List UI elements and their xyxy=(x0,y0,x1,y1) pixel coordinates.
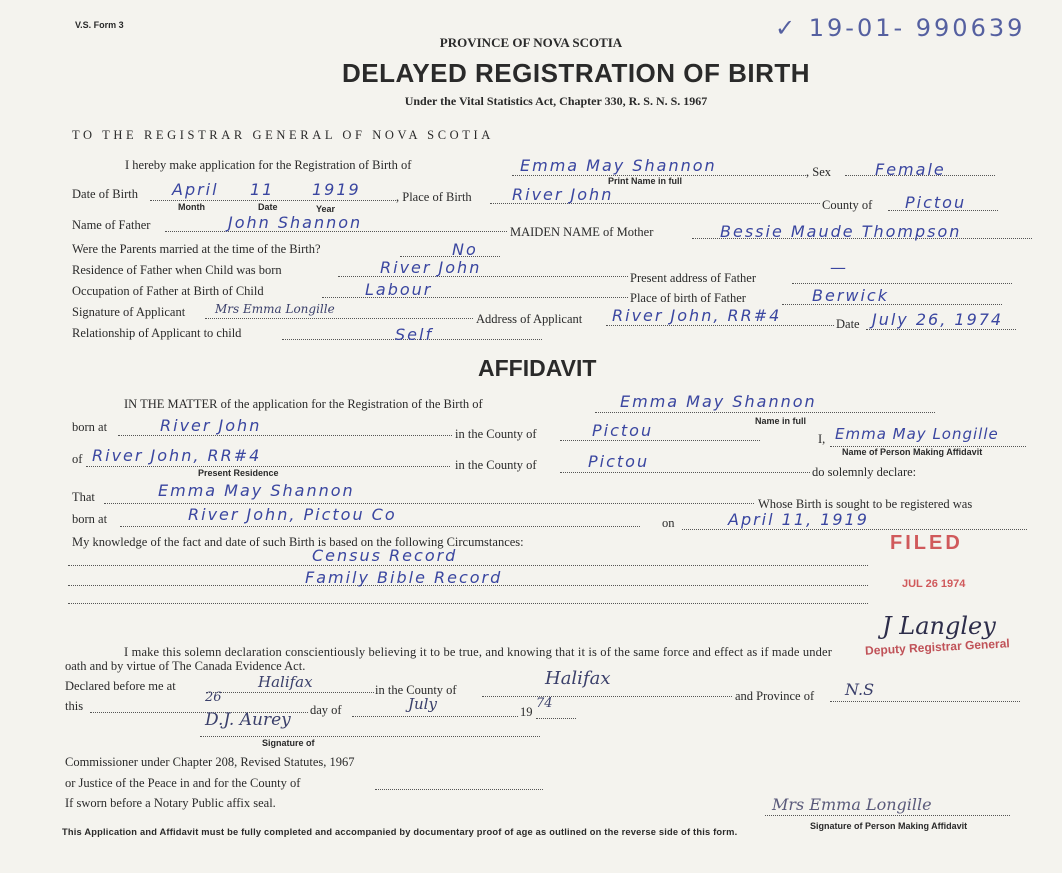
form-title: DELAYED REGISTRATION OF BIRTH xyxy=(341,58,811,88)
sex-value: Female xyxy=(875,160,946,179)
notary-label: If sworn before a Notary Public affix seal. xyxy=(65,796,276,810)
month-caption: Month xyxy=(178,202,205,212)
affidavit-heading: AFFIDAVIT xyxy=(478,355,597,381)
filed-stamp: FILED xyxy=(890,532,963,554)
father-name: John Shannon xyxy=(228,213,363,232)
born-at-label: born at xyxy=(72,420,108,434)
application-date: July 26, 1974 xyxy=(872,310,1004,329)
relationship-value: Self xyxy=(395,325,434,344)
present-address-label: Present address of Father xyxy=(630,271,757,285)
born-at-2: River John, Pictou Co xyxy=(188,505,397,524)
circumstance-1: Census Record xyxy=(312,546,458,565)
in-county-label-2: in the County of xyxy=(455,458,537,472)
date-label: Date xyxy=(836,317,860,331)
affidavit-county-1: Pictou xyxy=(592,421,654,440)
of-label: of xyxy=(72,452,83,466)
declared-day: 26 xyxy=(205,690,222,705)
father-birthplace-label: Place of birth of Father xyxy=(630,291,746,305)
dob-day: 11 xyxy=(250,180,275,199)
commissioner-signature: D.J. Aurey xyxy=(205,710,291,730)
corner-file-number: ✓ 19-01- 990639 xyxy=(775,14,1026,42)
form-number: V.S. Form 3 xyxy=(75,20,124,30)
footer-note: This Application and Affidavit must be fully completed and accompanied by documentary proof of age as outlined on the reverse side of this form. xyxy=(62,827,738,837)
affiant-signature: Mrs Emma Longille xyxy=(772,795,932,814)
present-residence-caption: Present Residence xyxy=(198,468,279,478)
relationship-label: Relationship of Applicant to child xyxy=(72,326,242,340)
child-name: Emma May Shannon xyxy=(520,156,717,175)
province-label: and Province of xyxy=(735,689,815,703)
justice-label: or Justice of the Peace in and for the County of xyxy=(65,776,301,790)
deputy-registrar-title: Deputy Registrar General xyxy=(864,636,1010,658)
place-label: , Place of Birth xyxy=(396,190,472,204)
county-label: County of xyxy=(822,198,873,212)
declaration-line-2: oath and by virtue of The Canada Evidence Act. xyxy=(65,659,306,673)
declared-county: Halifax xyxy=(545,668,611,689)
to-registrar: TO THE REGISTRAR GENERAL OF NOVA SCOTIA xyxy=(72,128,494,142)
dob-month: April xyxy=(172,180,219,199)
dob-year: 1919 xyxy=(312,180,361,199)
that-label: That xyxy=(72,490,95,504)
signature-label: Signature of Applicant xyxy=(72,305,186,319)
father-present-address: — xyxy=(830,258,848,277)
affiant-name: Emma May Longille xyxy=(835,425,999,443)
mother-label: MAIDEN NAME of Mother xyxy=(510,225,654,239)
father-residence: River John xyxy=(380,258,482,277)
father-occupation: Labour xyxy=(365,280,433,299)
applicant-address: River John, RR#4 xyxy=(612,306,782,325)
affidavit-county-2: Pictou xyxy=(588,452,650,471)
signature-of-caption: Signature of xyxy=(262,738,315,748)
name-in-full-caption: Name in full xyxy=(755,416,807,426)
form-subtitle: Under the Vital Statistics Act, Chapter 330, R. S. N. S. 1967 xyxy=(404,94,708,108)
occupation-label: Occupation of Father at Birth of Child xyxy=(72,284,264,298)
born-on: April 11, 1919 xyxy=(728,510,869,529)
in-county-label-3: in the County of xyxy=(375,683,457,697)
apply-label: I hereby make application for the Registration of Birth of xyxy=(125,158,412,172)
filed-stamp-date: JUL 26 1974 xyxy=(902,578,966,590)
year-prefix: 19 xyxy=(520,705,533,719)
applicant-address-label: Address of Applicant xyxy=(476,312,583,326)
date-caption: Date xyxy=(258,202,278,212)
affidavit-child-name: Emma May Shannon xyxy=(620,392,817,411)
knowledge-label: My knowledge of the fact and date of such Birth is based on the following Circumstances: xyxy=(72,535,524,549)
circumstance-2: Family Bible Record xyxy=(305,568,503,587)
sex-label: , Sex xyxy=(806,165,831,179)
province-heading: PROVINCE OF NOVA SCOTIA xyxy=(439,35,623,50)
parents-married: No xyxy=(452,240,478,259)
declared-label: Declared before me at xyxy=(65,679,176,693)
affiant-residence: River John, RR#4 xyxy=(92,446,262,465)
i-label: I, xyxy=(818,432,826,446)
print-name-caption: Print Name in full xyxy=(608,176,683,186)
in-county-label: in the County of xyxy=(455,427,537,441)
declared-month: July xyxy=(408,695,437,713)
declare-label: do solemnly declare: xyxy=(812,465,917,479)
day-of-label: day of xyxy=(310,703,342,717)
affidavit-born-at: River John xyxy=(160,416,262,435)
county-of-birth: Pictou xyxy=(905,193,967,212)
on-label: on xyxy=(662,516,675,530)
residence-label: Residence of Father when Child was born xyxy=(72,263,282,277)
father-label: Name of Father xyxy=(72,218,151,232)
declared-year: 74 xyxy=(536,696,553,711)
whose-birth-label: Whose Birth is sought to be registered was xyxy=(758,497,973,511)
deputy-registrar-signature: J Langley xyxy=(882,612,996,640)
that-name: Emma May Shannon xyxy=(158,481,355,500)
dob-label: Date of Birth xyxy=(72,187,138,201)
father-birthplace: Berwick xyxy=(812,286,889,305)
commissioner-label: Commissioner under Chapter 208, Revised Statutes, 1967 xyxy=(65,755,355,769)
born-at-label-2: born at xyxy=(72,512,108,526)
place-of-birth: River John xyxy=(512,185,614,204)
year-caption: Year xyxy=(316,204,336,214)
name-of-person-caption: Name of Person Making Affidavit xyxy=(842,447,983,457)
married-label: Were the Parents married at the time of the Birth? xyxy=(72,242,321,256)
declared-province: N.S xyxy=(845,680,875,699)
matter-label: IN THE MATTER of the application for the Registration of the Birth of xyxy=(124,397,483,411)
declared-at: Halifax xyxy=(258,673,313,691)
signature-person-caption: Signature of Person Making Affidavit xyxy=(810,821,968,831)
applicant-signature: Mrs Emma Longille xyxy=(215,302,335,316)
this-label: this xyxy=(65,699,84,713)
mother-maiden-name: Bessie Maude Thompson xyxy=(720,222,962,241)
declaration-line-1: I make this solemn declaration conscientiously believing it to be true, and knowing that it is of the same force and effect as if made under xyxy=(124,645,833,659)
